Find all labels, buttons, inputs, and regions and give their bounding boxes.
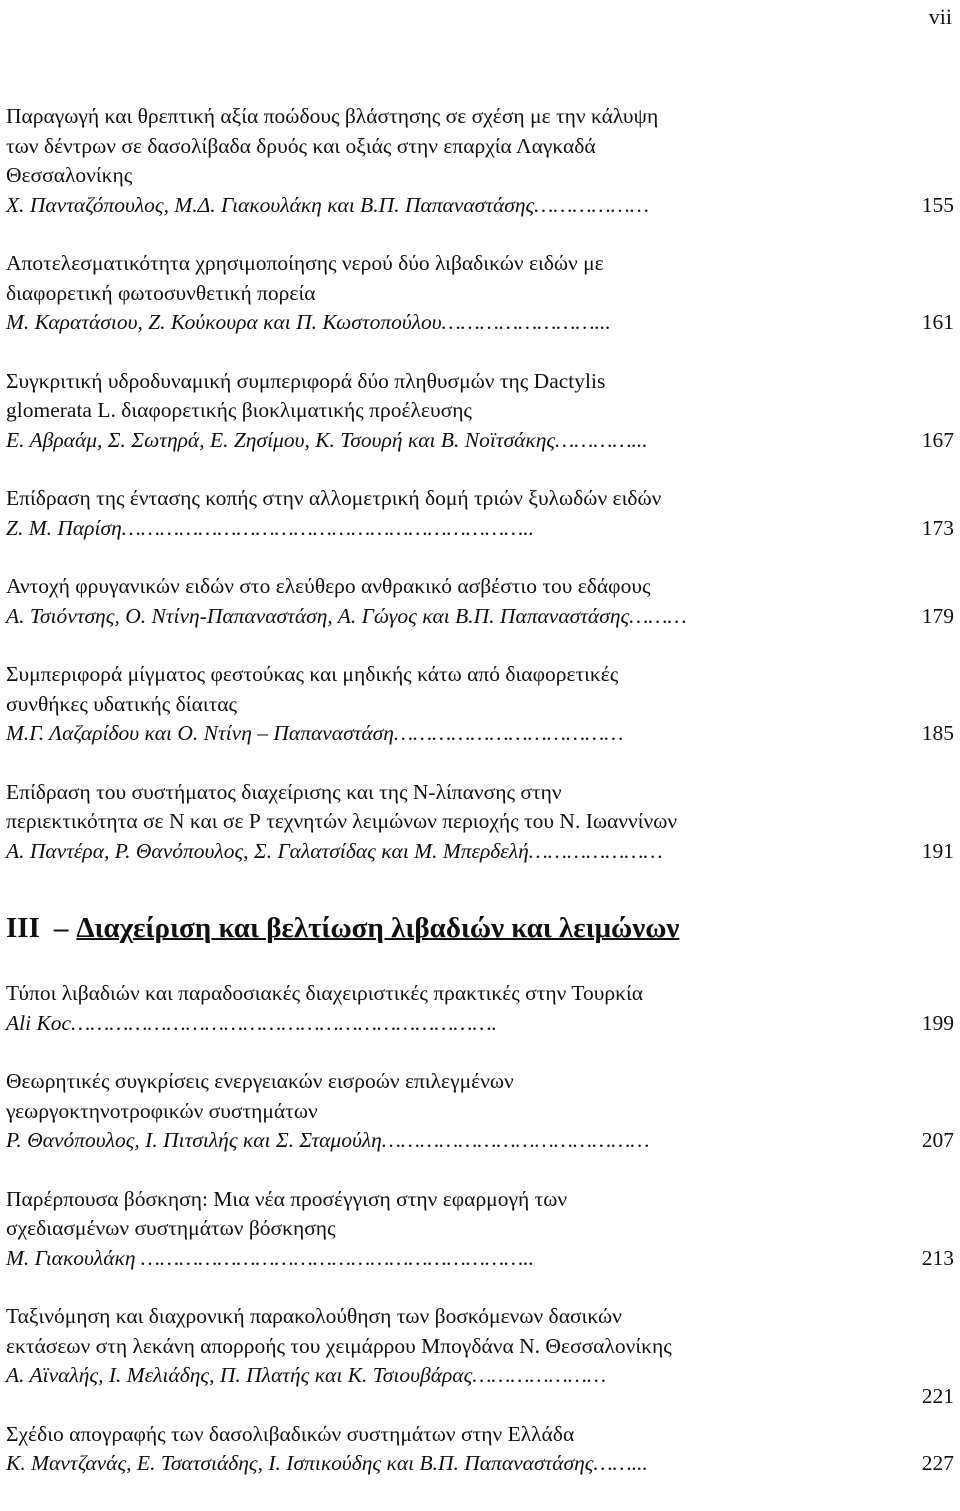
entry-page-number: 155: [921, 192, 954, 217]
entry-title-line: Παραγωγή και θρεπτική αξία ποώδους βλάστησης σε σχέση με την κάλυψη: [6, 104, 659, 128]
entry-page-number: 179: [921, 603, 954, 628]
entry-leader-dots: ……...: [593, 1451, 648, 1475]
toc-entry: [6, 367, 954, 456]
entry-title-line: Θεωρητικές συγκρίσεις ενεργειακών εισροών επιλεγμένων: [6, 1069, 514, 1093]
entry-authors: Α. Αϊναλής, Ι. Μελιάδης, Π. Πλατής και Κ. Τσιουβάρας: [6, 1363, 473, 1387]
toc-entry: [6, 1302, 954, 1408]
entry-page-number: 227: [921, 1451, 954, 1475]
entry-title-line: Επίδραση του συστήματος διαχείρισης και της Ν-λίπανσης στην: [6, 779, 562, 804]
toc-entry: [6, 979, 954, 1038]
entry-title-line: glomerata L. διαφορετικής βιοκλιματικής προέλευσης: [6, 398, 472, 422]
entry-authors: Ζ. Μ. Παρίση: [6, 515, 122, 540]
entry-title-line: Ταξινόμηση και διαχρονική παρακολούθηση των βοσκόμενων δασικών: [6, 1304, 622, 1328]
entry-title-line: Επίδραση της έντασης κοπής στην αλλομετρική δομή τριών ξυλωδών ειδών: [6, 486, 662, 510]
page-number: vii: [928, 4, 952, 29]
entry-authors: Ε. Αβραάμ, Σ. Σωτηρά, Ε. Ζησίμου, Κ. Τσουρή και Β. Νοϊτσάκης: [6, 427, 556, 452]
toc-entry: [6, 1420, 954, 1479]
toc-entry: [6, 660, 954, 749]
entry-author-line: [6, 1126, 954, 1156]
toc-entry: [6, 778, 954, 867]
entry-page-number: 213: [921, 1245, 954, 1270]
entry-title-line: συνθήκες υδατικής δίαιτας: [6, 691, 238, 716]
entry-author-line: [6, 837, 954, 867]
entry-authors: Α. Παντέρα, Ρ. Θανόπουλος, Σ. Γαλατσίδας και Μ. Μπερδελή: [6, 838, 529, 863]
toc-entry: [6, 1185, 954, 1274]
entry-leader-dots: ……………………………………………………..: [135, 1245, 534, 1270]
entry-authors: Ρ. Θανόπουλος, Ι. Πιτσιλής και Σ. Σταμούλη: [6, 1128, 382, 1152]
entry-title-line: Αντοχή φρυγανικών ειδών στο ελεύθερο ανθρακικό ασβέστιο του εδάφους: [6, 574, 651, 598]
entry-authors: Χ. Πανταζόπουλος, Μ.Δ. Γιακουλάκη και Β.Π. Παπαναστάσης: [6, 192, 535, 217]
entry-title-line: Τύποι λιβαδιών και παραδοσιακές διαχειριστικές πρακτικές στην Τουρκία: [6, 981, 644, 1005]
entry-author-line: [6, 1449, 954, 1479]
entry-leader-dots: ………………………………………………………….: [71, 1010, 498, 1035]
entry-authors: Κ. Μαντζανάς, Ε. Τσατσιάδης, Ι. Ισπικούδης και Β.Π. Παπαναστάσης: [6, 1451, 594, 1475]
section-dash: –: [53, 912, 69, 944]
entry-title-line: Παρέρπουσα βόσκηση: Μια νέα προσέγγιση στην εφαρμογή των: [6, 1186, 568, 1211]
entry-authors: Α. Τσιόντσης, Ο. Ντίνη-Παπαναστάση, Α. Γώγος και Β.Π. Παπαναστάσης: [6, 603, 630, 628]
entry-leader-dots: …………...: [555, 427, 648, 452]
toc-entry: [6, 102, 954, 220]
section-title: Διαχείριση και βελτίωση λιβαδιών και λειμώνων: [76, 912, 680, 944]
entry-title-line: Συμπεριφορά μίγματος φεστούκας και μηδικής κάτω από διαφορετικές: [6, 662, 619, 686]
entry-author-line: [6, 602, 954, 632]
entry-title-line: των δέντρων σε δασολίβαδα δρυός και οξιάς στην επαρχία Λαγκαδά: [6, 133, 596, 158]
entry-author-line: [6, 191, 954, 221]
toc-group-b: [6, 979, 954, 1479]
entry-author-line: [6, 1009, 954, 1039]
entry-author-line: [6, 308, 954, 338]
toc-entry: [6, 1067, 954, 1156]
entry-title-line: εκτάσεων στη λεκάνη απορροής του χειμάρρου Μπογδάνα Ν. Θεσσαλονίκης: [6, 1333, 672, 1358]
entry-page-number: 161: [921, 310, 954, 334]
entry-author-line: [6, 514, 954, 544]
entry-page-number: 167: [921, 427, 954, 452]
entry-leader-dots: ……………………………………: [381, 1128, 650, 1152]
table-of-contents: [6, 102, 954, 1508]
entry-page-number: 199: [921, 1010, 954, 1035]
entry-authors: Μ.Γ. Λαζαρίδου και Ο. Ντίνη – Παπαναστάση: [6, 721, 394, 745]
entry-title-line: σχεδιασμένων συστημάτων βόσκησης: [6, 1216, 336, 1240]
entry-page-number: 191: [921, 838, 954, 863]
entry-author-line: [6, 1244, 954, 1274]
toc-entry: [6, 249, 954, 338]
entry-authors: Μ. Καρατάσιου, Ζ. Κούκουρα και Π. Κωστοπούλου: [6, 310, 442, 334]
entry-page-number: 207: [921, 1128, 954, 1152]
entry-title-line: περιεκτικότητα σε Ν και σε Ρ τεχνητών λειμώνων περιοχής του Ν. Ιωαννίνων: [6, 809, 678, 833]
entry-author-line: [6, 719, 954, 749]
entry-leader-dots: ……………………...: [441, 310, 611, 334]
entry-leader-dots: …………………: [472, 1363, 607, 1387]
entry-page-number: 221: [921, 1384, 954, 1408]
toc-entry: [6, 572, 954, 631]
entry-title-line: Αποτελεσματικότητα χρησιμοποίησης νερού δύο λιβαδικών ειδών με: [6, 251, 604, 275]
entry-title-line: διαφορετική φωτοσυνθετική πορεία: [6, 280, 316, 305]
entry-authors: Μ. Γιακουλάκη: [6, 1245, 136, 1270]
toc-entry: [6, 484, 954, 543]
section-heading: [6, 912, 954, 945]
entry-leader-dots: ………: [629, 603, 687, 628]
entry-title-line: Συγκριτική υδροδυναμική συμπεριφορά δύο πληθυσμών της Dactylis: [6, 368, 606, 393]
entry-leader-dots: …………………: [528, 838, 663, 863]
entry-authors: Ali Koc: [6, 1010, 72, 1035]
entry-author-line: [6, 1361, 954, 1408]
entry-page-number: 185: [921, 721, 954, 745]
entry-leader-dots: ………………: [534, 192, 649, 217]
entry-author-line: [6, 426, 954, 456]
entry-leader-dots: ………………………………: [393, 721, 624, 745]
section-number: III: [6, 912, 40, 944]
entry-page-number: 173: [921, 515, 954, 540]
entry-title-line: Θεσσαλονίκης: [6, 163, 133, 187]
entry-title-line: γεωργοκτηνοτροφικών συστημάτων: [6, 1098, 318, 1123]
entry-title-line: Σχέδιο απογραφής των δασολιβαδικών συστημάτων στην Ελλάδα: [6, 1421, 575, 1446]
toc-group-a: [6, 102, 954, 866]
entry-leader-dots: ………………………………………………………..: [121, 515, 534, 540]
